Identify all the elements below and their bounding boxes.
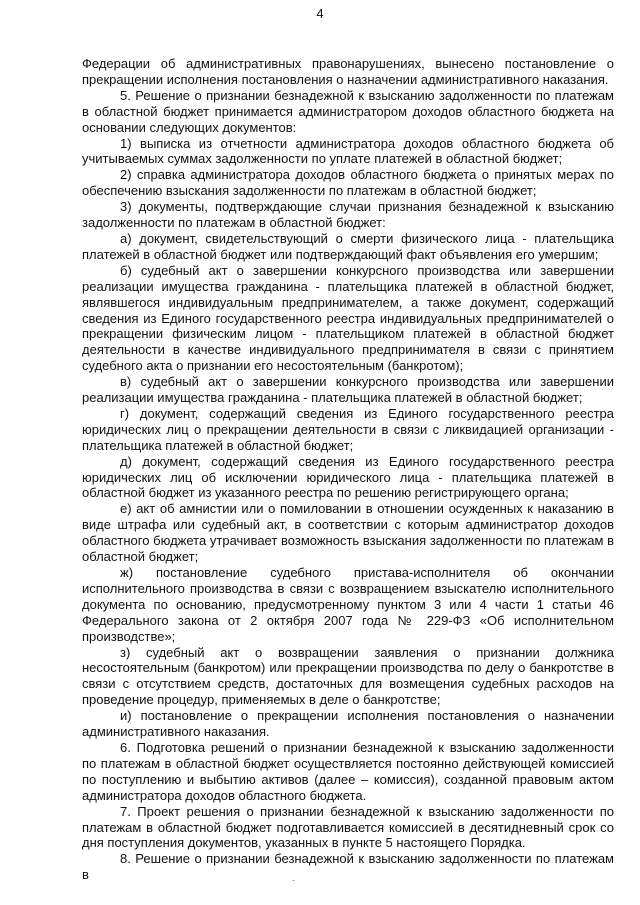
paragraph-subitem-i: и) постановление о прекращении исполнения постановления о назначении административного наказания. [82, 708, 614, 740]
paragraph-subitem-1: 1) выписка из отчетности администратора доходов областного бюджета об учитываемых суммах задолженности по уплате платежей в областной бюджет; [82, 135, 614, 167]
paragraph-subitem-a: а) документ, свидетельствующий о смерти физического лица - плательщика платежей в областной бюджет или подтверждающий факт объявления его умершим; [82, 230, 614, 262]
document-body [82, 56, 614, 883]
paragraph-subitem-b: б) судебный акт о завершении конкурсного производства или завершении реализации имущества гражданина - плательщика платежей в областной бюджет, являвшегося индивидуальным предпринимателем, а также документ, содержащий сведения из Единого государственного реестра индивидуальных предпринимателей о прекращении физическим лицом - плательщиком платежей в областной бюджет деятельности в качестве индивидуального предпринимателя в связи с принятием судебного акта о признании его несостоятельным (банкротом); [82, 262, 614, 374]
paragraph-item-8: 8. Решение о признании безнадежной к взысканию задолженности по платежам в [82, 851, 614, 883]
scan-artifact [292, 880, 295, 881]
paragraph-subitem-v: в) судебный акт о завершении конкурсного производства или завершении реализации имущества гражданина - плательщика платежей в областной бюджет; [82, 374, 614, 406]
paragraph-subitem-e: е) акт об амнистии или о помиловании в отношении осужденных к наказанию в виде штрафа или судебный акт, в соответствии с которым администратор доходов областного бюджета утрачивает возможность взыскания задолженности по платежам в областной бюджет; [82, 501, 614, 565]
page-number: 4 [316, 6, 324, 21]
paragraph-subitem-d: д) документ, содержащий сведения из Единого государственного реестра юридических лиц об исключении юридического лица - плательщика платежей в областной бюджет из указанного реестра по решению регистрирующего органа; [82, 453, 614, 501]
paragraph-item-6: 6. Подготовка решений о признании безнадежной к взысканию задолженности по платежам в областной бюджет осуществляется постоянно действующей комиссией по поступлению и выбытию активов (далее – комиссия), созданной правовым актом администратора доходов областного бюджета. [82, 739, 614, 803]
paragraph-subitem-3: 3) документы, подтверждающие случаи признания безнадежной к взысканию задолженности по платежам в областной бюджет: [82, 199, 614, 231]
paragraph-subitem-2: 2) справка администратора доходов областного бюджета о принятых мерах по обеспечению взыскания задолженности по платежам в областной бюджет; [82, 167, 614, 199]
paragraph-subitem-zh: ж) постановление судебного пристава-исполнителя об окончании исполнительного производства в связи с возвращением взыскателю исполнительного документа по основанию, предусмотренному пунктом 3 или 4 части 1 статьи 46 Федерального закона от 2 октября 2007 года № 229-ФЗ «Об исполнительном производстве»; [82, 565, 614, 644]
paragraph-item-7: 7. Проект решения о признании безнадежной к взысканию задолженности по платежам в областной бюджет подготавливается комиссией в десятидневный срок со дня поступления документов, указанных в пункте 5 настоящего Порядка. [82, 803, 614, 851]
paragraph-item-5: 5. Решение о признании безнадежной к взысканию задолженности по платежам в областной бюджет принимается администратором доходов областного бюджета на основании следующих документов: [82, 87, 614, 135]
paragraph-subitem-g: г) документ, содержащий сведения из Единого государственного реестра юридических лиц о прекращении деятельности в связи с ликвидацией организации - плательщика платежей в областной бюджет; [82, 405, 614, 453]
paragraph-continuation: Федерации об административных правонарушениях, вынесено постановление о прекращении исполнения постановления о назначении административного наказания. [82, 56, 614, 87]
paragraph-subitem-z: з) судебный акт о возвращении заявления о признании должника несостоятельным (банкротом) или прекращении производства по делу о банкротстве в связи с отсутствием средств, достаточных для возмещения судебных расходов на проведение процедур, применяемых в деле о банкротстве; [82, 644, 614, 708]
